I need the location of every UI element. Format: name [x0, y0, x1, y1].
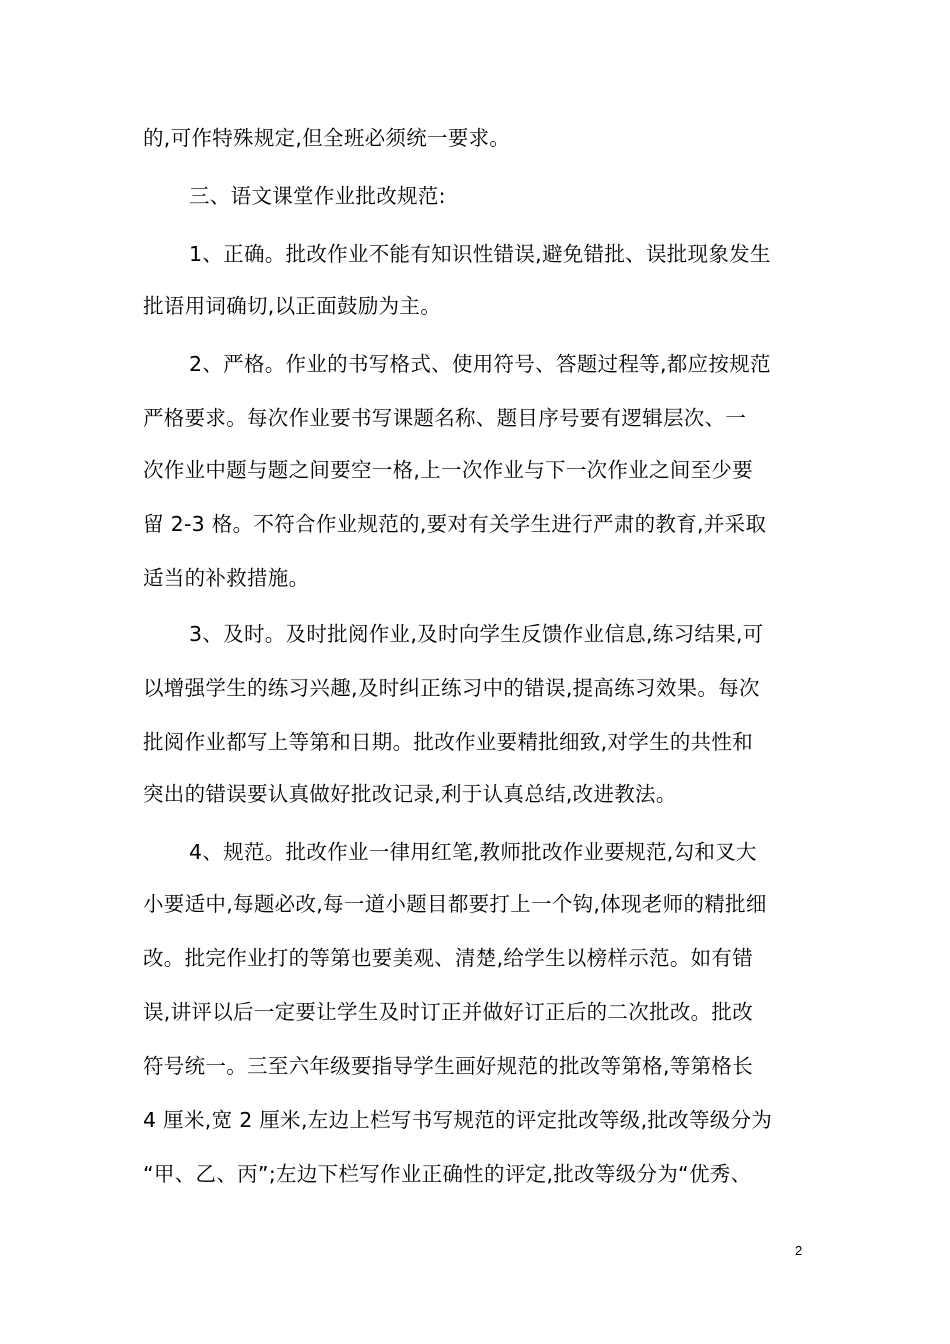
- text-line: 次作业中题与题之间要空一格,上一次作业与下一次作业之间至少要: [143, 458, 754, 482]
- text-line: 小要适中,每题必改,每一道小题目都要打上一个钩,体现老师的精批细: [143, 892, 767, 916]
- text-line: 3、及时。及时批阅作业,及时向学生反馈作业信息,练习结果,可: [189, 622, 764, 646]
- text-line: 2、严格。作业的书写格式、使用符号、答题过程等,都应按规范: [189, 352, 771, 376]
- text-line: 误,讲评以后一定要让学生及时订正并做好订正后的二次批改。批改: [143, 1000, 754, 1024]
- page-number: 2: [795, 1243, 803, 1258]
- text-line: 1、正确。批改作业不能有知识性错误,避免错批、误批现象发生: [189, 242, 771, 266]
- text-line: “甲、乙、丙”;左边下栏写作业正确性的评定,批改等级分为“优秀、: [143, 1162, 752, 1186]
- text-line: 严格要求。每次作业要书写课题名称、题目序号要有逻辑层次、一: [143, 406, 747, 430]
- text-line: 适当的补救措施。: [143, 566, 310, 590]
- text-line: 留 2-3 格。不符合作业规范的,要对有关学生进行严肃的教育,并采取: [143, 512, 767, 536]
- text-line: 改。批完作业打的等第也要美观、清楚,给学生以榜样示范。如有错: [143, 946, 754, 970]
- text-line: 符号统一。三至六年级要指导学生画好规范的批改等第格,等第格长: [143, 1054, 754, 1078]
- text-line: 4 厘米,宽 2 厘米,左边上栏写书写规范的评定批改等级,批改等级分为: [143, 1108, 773, 1132]
- text-line: 以增强学生的练习兴趣,及时纠正练习中的错误,提高练习效果。每次: [143, 676, 760, 700]
- section-heading: 三、语文课堂作业批改规范:: [189, 184, 446, 208]
- text-line: 批阅作业都写上等第和日期。批改作业要精批细致,对学生的共性和: [143, 730, 754, 754]
- text-line: 批语用词确切,以正面鼓励为主。: [143, 294, 442, 318]
- text-line: 4、规范。批改作业一律用红笔,教师批改作业要规范,勾和叉大: [189, 840, 757, 864]
- text-line: 突出的错误要认真做好批改记录,利于认真总结,改进教法。: [143, 782, 677, 806]
- text-line: 的,可作特殊规定,但全班必须统一要求。: [143, 126, 511, 150]
